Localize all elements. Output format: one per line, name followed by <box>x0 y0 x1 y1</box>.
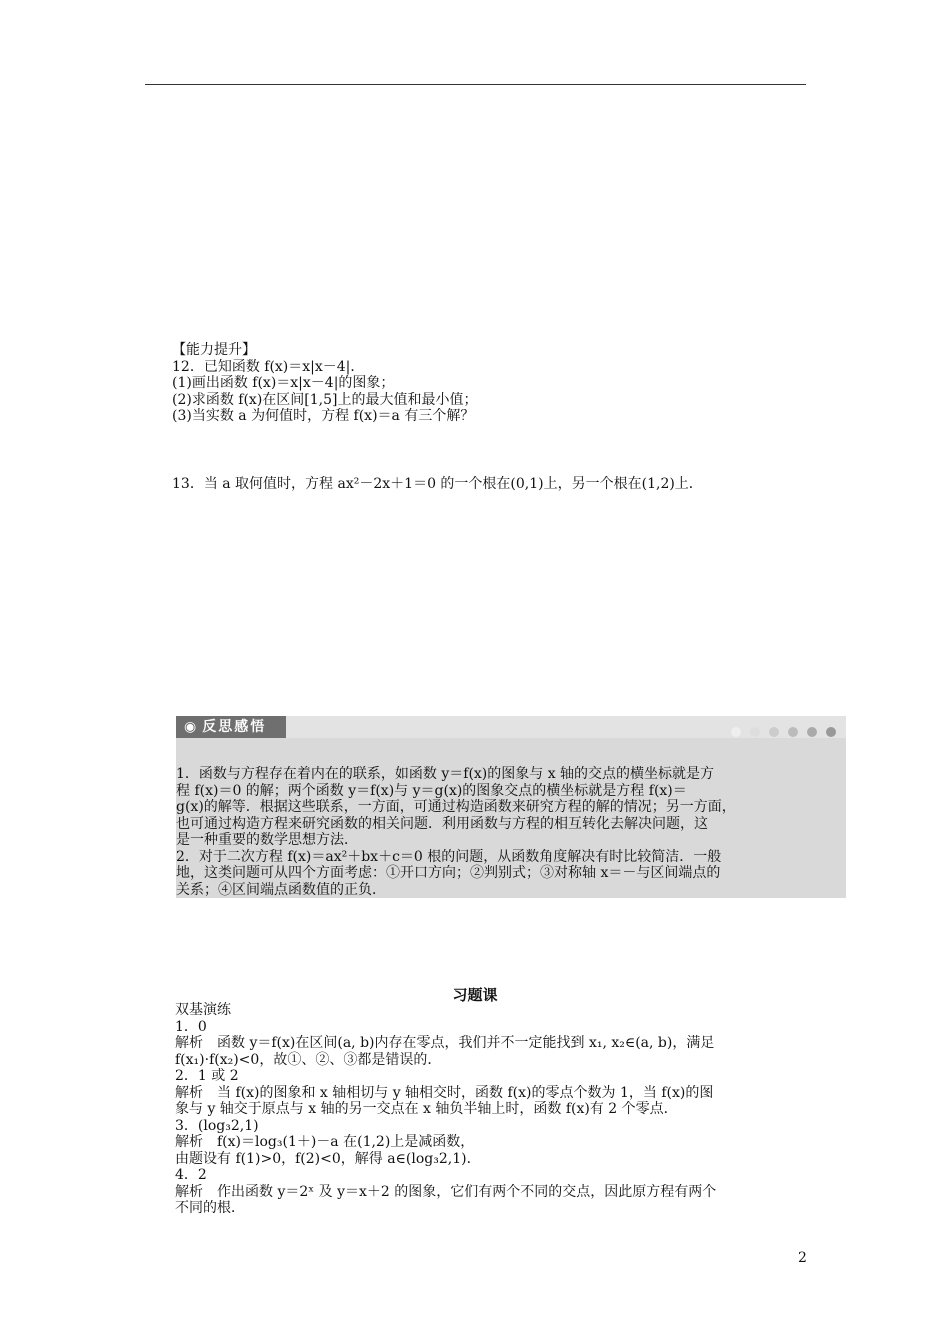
dot-icon <box>807 727 817 737</box>
reflection-line: 关系；④区间端点函数值的正负． <box>176 881 386 898</box>
ability-section <box>172 342 812 425</box>
reflection-line: g(x)的解等．根据这些联系，一方面，可通过构造函数来研究方程的解的情况；另一方面， <box>176 799 736 815</box>
answer-line: 双基演练 <box>175 1002 231 1018</box>
answer-line: 不同的根． <box>175 1200 245 1216</box>
question-13 <box>172 476 812 493</box>
page-number: 2 <box>798 1250 807 1266</box>
reflection-line: 程 f(x)＝0 的解；两个函数 y＝f(x)与 y＝g(x)的图象交点的横坐标就是方程 f(x)＝ <box>176 782 687 799</box>
answer-line: 解析 当 f(x)的图象和 x 轴相切与 y 轴相交时，函数 f(x)的零点个数为 1，当 f(x)的图 <box>175 1084 714 1101</box>
answer-line: 2．1 或 2 <box>175 1068 239 1084</box>
reflection-line: 是一种重要的数学思想方法． <box>176 832 358 848</box>
answer-line: 1．0 <box>175 1018 207 1035</box>
reflection-line: 也可通过构造方程来研究函数的相关问题．利用函数与方程的相互转化去解决问题，这 <box>176 815 708 832</box>
dot-icon <box>788 727 798 737</box>
reflection-body <box>176 738 846 898</box>
question-12-line: (2)求函数 f(x)在区间[1,5]上的最大值和最小值； <box>172 391 478 408</box>
answer-line: 解析 作出函数 y＝2ˣ 及 y＝x＋2 的图象，它们有两个不同的交点，因此原方程有两个 <box>175 1183 717 1200</box>
header-rule <box>145 84 806 85</box>
answers-section <box>175 1002 815 1217</box>
question-13-text: 13．当 a 取何值时，方程 ax²－2x＋1＝0 的一个根在(0,1)上，另一个根在(1,2)上． <box>172 476 703 492</box>
answer-line: 3．(log₃2,1) <box>175 1117 259 1134</box>
dot-icon <box>769 727 779 737</box>
reflection-label-text: 反思感悟 <box>202 719 267 735</box>
answer-line: 由题设有 f(1)>0，f(2)<0，解得 a∈(log₃2,1)． <box>175 1150 481 1167</box>
reflection-line: 1．函数与方程存在着内在的联系，如函数 y＝f(x)的图象与 x 轴的交点的横坐标就是方 <box>176 766 715 782</box>
answer-line: 象与 y 轴交于原点与 x 轴的另一交点在 x 轴负半轴上时，函数 f(x)有 2 个零点． <box>175 1101 678 1117</box>
dot-icon <box>731 727 741 737</box>
question-12-line: (3)当实数 a 为何值时，方程 f(x)＝a 有三个解？ <box>172 408 475 424</box>
section-title: 习题课 <box>452 986 498 1004</box>
dot-icon <box>826 727 836 737</box>
dot-icon <box>750 727 760 737</box>
answer-line: f(x₁)·f(x₂)<0，故①、②、③都是错误的． <box>175 1051 442 1068</box>
reflection-label <box>176 716 286 738</box>
reflection-line: 地，这类问题可从四个方面考虑：①开口方向；②判别式；③对称轴 x＝－与区间端点的 <box>176 865 721 881</box>
reflection-header <box>176 716 846 738</box>
question-12-line: (1)画出函数 f(x)＝x|x－4|的图象； <box>172 375 395 391</box>
target-circle-icon: ◉ <box>184 719 199 735</box>
answer-line: 解析 函数 y＝f(x)在区间(a, b)内存在零点，我们并不一定能找到 x₁, x₂∈(a, b)，满足 <box>175 1035 715 1051</box>
ability-title: 【能力提升】 <box>172 342 256 358</box>
reflection-line: 2．对于二次方程 f(x)＝ax²＋bx＋c＝0 根的问题，从函数角度解决有时比较简洁．一般 <box>176 848 722 865</box>
question-12-line: 12．已知函数 f(x)＝x|x－4|． <box>172 358 365 375</box>
answer-line: 解析 f(x)＝log₃(1＋)－a 在(1,2)上是减函数， <box>175 1134 475 1150</box>
answer-line: 4．2 <box>175 1167 207 1183</box>
